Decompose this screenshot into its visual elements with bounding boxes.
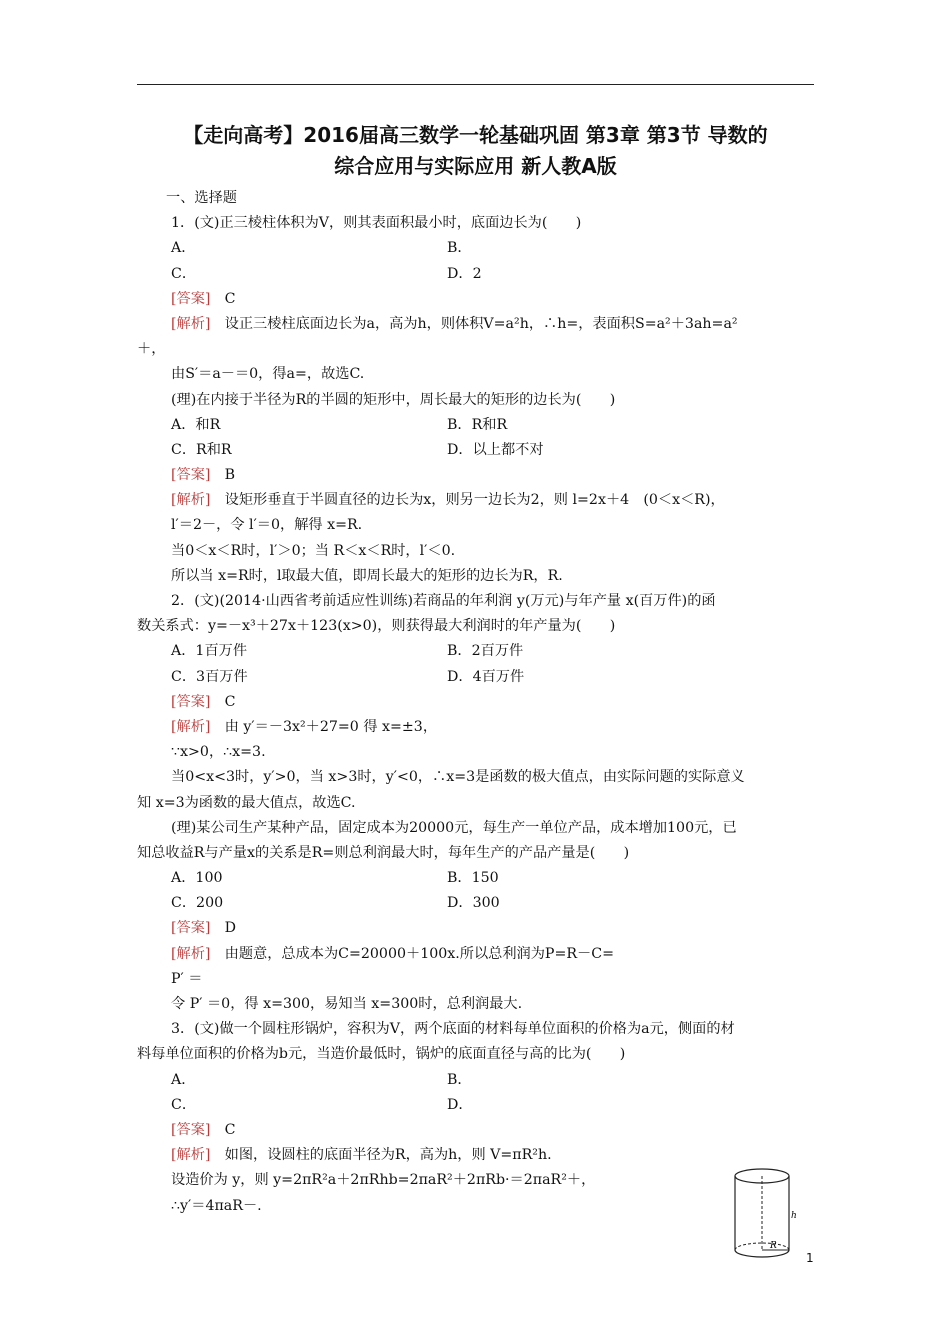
text-line: 3．(文)做一个圆柱形锅炉，容积为V，两个底面的材料每单位面积的价格为a元，侧面的材 — [171, 1021, 735, 1038]
option-left: C． — [171, 1096, 197, 1113]
header-rule — [137, 84, 814, 85]
option-right: D． — [447, 1096, 473, 1113]
option-left: A． — [171, 1071, 196, 1088]
option-left: C．3百万件 — [171, 668, 248, 685]
text-line: 料每单位面积的价格为b元，当造价最低时，锅炉的底面直径与高的比为( ) — [137, 1046, 626, 1063]
answer-text: 如图，设圆柱的底面半径为R，高为h，则 V=πR²h. — [210, 1147, 552, 1164]
text-line: l′＝2－，令 l′＝0，解得 x=R. — [171, 517, 363, 534]
option-left: A．和R — [171, 416, 221, 433]
answer-tag: [解析] — [171, 315, 211, 332]
answer-tag: [解析] — [171, 1147, 211, 1164]
cylinder-figure — [728, 1158, 800, 1268]
document-body — [137, 186, 814, 1219]
option-left: A． — [171, 240, 196, 257]
option-row — [137, 891, 814, 916]
option-right: D．以上都不对 — [447, 441, 544, 458]
text-line: 1．(文)正三棱柱体积为V，则其表面积最小时，底面边长为( ) — [171, 215, 582, 232]
text-line: (理)某公司生产某种产品，固定成本为20000元，每生产一单位产品，成本增加100元，已 — [171, 819, 737, 836]
option-left: C． — [171, 265, 197, 282]
title-line-1: 【走向高考】2016届高三数学一轮基础巩固 第3章 第3节 导数的 — [183, 123, 768, 147]
answer-tag: [解析] — [171, 492, 211, 509]
answer-text: 由 y′＝－3x²＋27=0 得 x=±3， — [210, 718, 438, 735]
text-line: 知总收益R与产量x的关系是R=则总利润最大时，每年生产的产品产量是( ) — [137, 844, 630, 861]
answer-text: C — [210, 1121, 236, 1138]
option-right: B． — [447, 1071, 472, 1088]
answer-text: C — [210, 693, 236, 710]
option-right: D．2 — [447, 265, 482, 282]
answer-text: 设矩形垂直于半圆直径的边长为x，则另一边长为2，则 l=2x＋4 (0＜x＜R)， — [210, 492, 725, 509]
document-title — [137, 120, 814, 182]
answer-line — [137, 287, 814, 312]
answer-tag: [答案] — [171, 467, 211, 484]
text-line: 当0＜x＜R时，l′＞0；当 R＜x＜R时，l′＜0. — [171, 542, 456, 559]
text-line: 一、选择题 — [166, 190, 237, 206]
text-line: 所以当 x=R时，l取最大值，即周长最大的矩形的边长为R，R. — [171, 567, 563, 584]
option-row — [137, 639, 814, 664]
option-row — [137, 438, 814, 463]
answer-line — [137, 916, 814, 941]
figure-r-label: R — [770, 1241, 777, 1251]
text-line: 知 x=3为函数的最大值点，故选C. — [137, 794, 356, 811]
option-row — [137, 1093, 814, 1118]
option-right: B． — [447, 240, 472, 257]
title-line-2: 综合应用与实际应用 新人教A版 — [334, 154, 617, 178]
text-line: 2．(文)(2014·山西省考前适应性训练)若商品的年利润 y(万元)与年产量 x(百万件)的函 — [171, 593, 716, 609]
text-line: 由S′＝a－＝0，得a=，故选C. — [171, 366, 365, 383]
option-left: C．200 — [171, 895, 224, 912]
option-row — [137, 413, 814, 438]
option-row — [137, 866, 814, 891]
text-line: 数关系式：y=－x³＋27x＋123(x>0)，则获得最大利润时的年产量为( ) — [137, 618, 616, 635]
option-row — [137, 1068, 814, 1093]
answer-line — [137, 942, 814, 967]
answer-line — [137, 1143, 814, 1168]
answer-tag: [答案] — [171, 1121, 211, 1138]
text-line: ＋， — [137, 341, 166, 358]
option-row — [137, 262, 814, 287]
answer-line — [137, 1118, 814, 1143]
option-right: B．2百万件 — [447, 643, 524, 660]
option-row — [137, 236, 814, 261]
answer-line — [137, 690, 814, 715]
option-row — [137, 665, 814, 690]
text-line: 当0<x<3时，y′>0，当 x>3时，y′<0，∴x=3是函数的极大值点，由实际问题的实际意义 — [171, 769, 745, 786]
figure-h-label: h — [791, 1211, 797, 1221]
answer-line — [137, 463, 814, 488]
option-left: A．100 — [171, 870, 223, 887]
answer-line — [137, 488, 814, 513]
answer-text: B — [210, 467, 236, 484]
page-number: 1 — [806, 1251, 814, 1265]
text-line: ∵x>0，∴x=3. — [171, 744, 266, 761]
text-line: (理)在内接于半径为R的半圆的矩形中，周长最大的矩形的边长为( ) — [171, 391, 616, 408]
text-line: 设造价为 y，则 y=2πR²a＋2πRhb=2πaR²＋2πRb·＝2πaR²＋， — [171, 1172, 596, 1189]
answer-tag: [解析] — [171, 945, 211, 962]
option-left: A．1百万件 — [171, 643, 248, 660]
option-right: B．R和R — [447, 416, 508, 433]
answer-line — [137, 312, 814, 337]
option-right: B．150 — [447, 870, 499, 887]
answer-tag: [答案] — [171, 920, 211, 937]
answer-text: 由题意，总成本为C=20000＋100x.所以总利润为P=R－C= — [210, 945, 614, 962]
answer-line — [137, 715, 814, 740]
answer-tag: [答案] — [171, 693, 211, 710]
text-line: P′ ＝ — [171, 970, 203, 987]
text-line: 令 P′ ＝0，得 x=300，易知当 x=300时，总利润最大. — [171, 996, 523, 1012]
answer-text: D — [210, 920, 237, 937]
answer-tag: [解析] — [171, 718, 211, 735]
option-left: C．R和R — [171, 441, 232, 458]
answer-text: C — [210, 290, 236, 307]
answer-text: 设正三棱柱底面边长为a，高为h，则体积V=a²h，∴h=，表面积S=a²＋3ah=a² — [210, 315, 738, 332]
option-right: D．4百万件 — [447, 668, 525, 685]
option-right: D．300 — [447, 895, 500, 912]
text-line: ∴y′＝4πaR－. — [171, 1197, 262, 1214]
answer-tag: [答案] — [171, 290, 211, 307]
